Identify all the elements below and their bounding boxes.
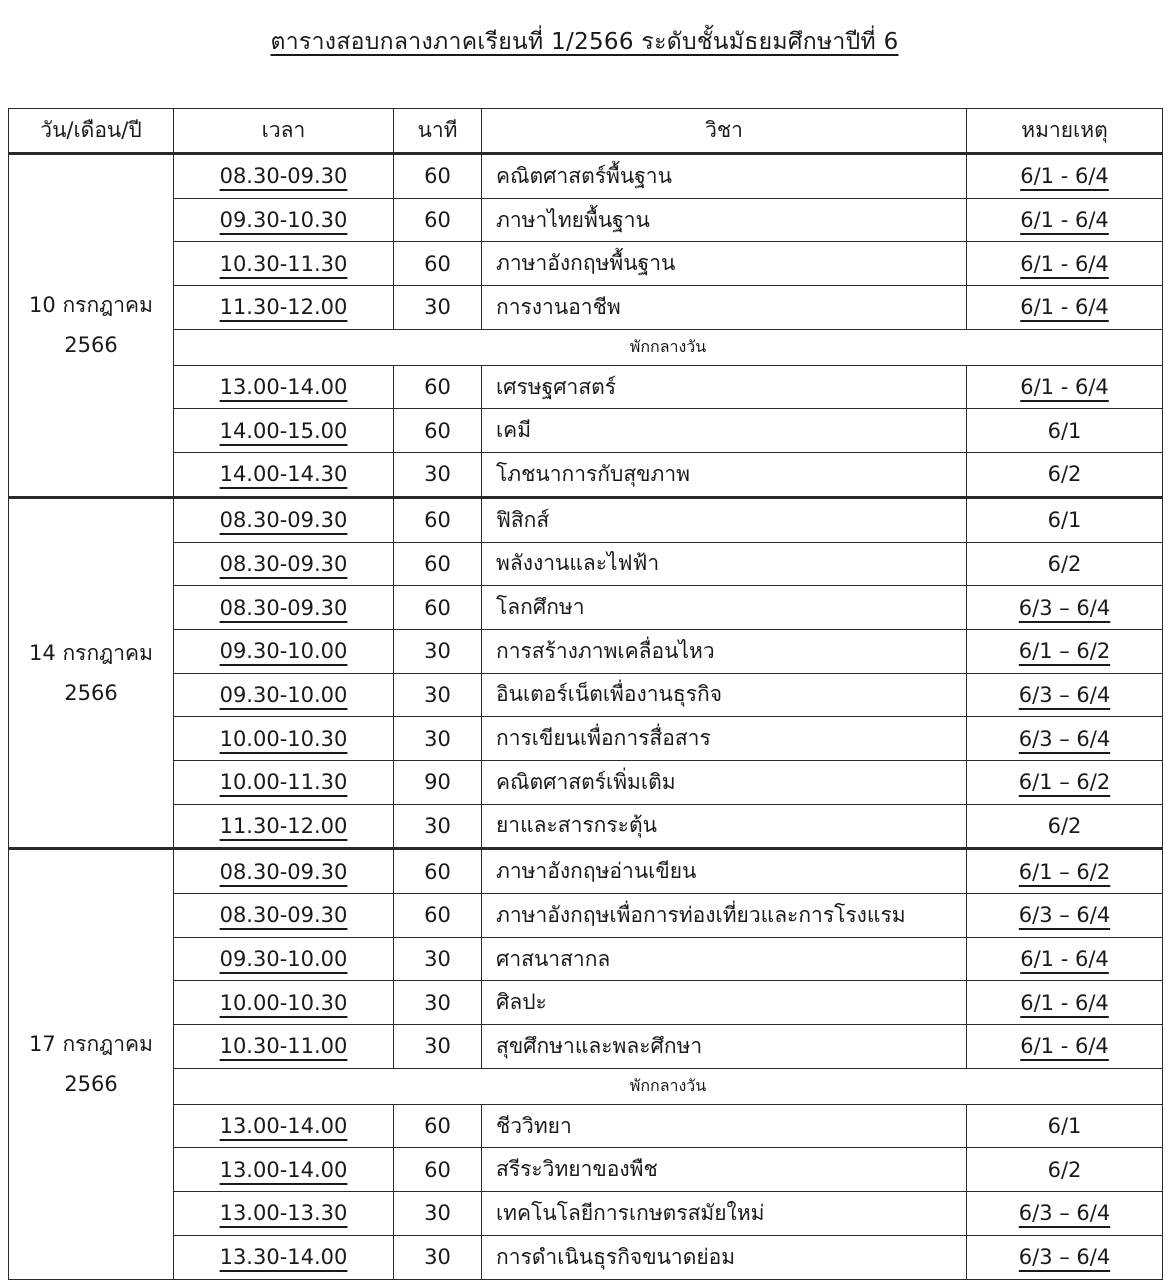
exam-class-note: 6/1 (1047, 508, 1082, 533)
page-title: ตารางสอบกลางภาคเรียนที่ 1/2566 ระดับชั้นมัธยมศึกษาปีที่ 6 (270, 29, 899, 55)
exam-class-note: 6/1 (1047, 418, 1082, 443)
exam-time-cell (174, 1025, 394, 1069)
exam-minutes: 60 (394, 894, 482, 938)
table-row (9, 542, 1163, 586)
exam-time-cell (174, 1235, 394, 1279)
table-row (9, 198, 1163, 242)
exam-time-cell (174, 1192, 394, 1236)
exam-year: 2566 (64, 333, 118, 358)
table-header-row (9, 109, 1163, 154)
exam-time: 08.30-09.30 (219, 508, 348, 533)
exam-time-cell (174, 981, 394, 1025)
exam-subject: ภาษาอังกฤษพื้นฐาน (482, 242, 967, 286)
exam-class-note: 6/3 – 6/4 (1018, 595, 1111, 620)
exam-time: 10.00-10.30 (219, 726, 348, 751)
exam-time: 13.00-14.00 (219, 375, 348, 400)
exam-minutes: 30 (394, 717, 482, 761)
exam-time: 13.00-14.00 (219, 1157, 348, 1182)
exam-subject: ศิลปะ (482, 981, 967, 1025)
exam-minutes: 30 (394, 453, 482, 498)
exam-subject: การดำเนินธุรกิจขนาดย่อม (482, 1235, 967, 1279)
exam-note-cell (967, 1148, 1163, 1192)
exam-time: 11.30-12.00 (219, 813, 348, 838)
exam-time: 13.00-14.00 (219, 1114, 348, 1139)
table-row (9, 286, 1163, 330)
exam-date-cell (9, 154, 174, 498)
exam-subject: การเขียนเพื่อการสื่อสาร (482, 717, 967, 761)
exam-subject: การสร้างภาพเคลื่อนไหว (482, 629, 967, 673)
header-note: หมายเหตุ (967, 109, 1163, 154)
exam-minutes: 30 (394, 804, 482, 849)
exam-subject: ฟิสิกส์ (482, 497, 967, 542)
exam-class-note: 6/1 - 6/4 (1020, 947, 1109, 972)
exam-class-note: 6/1 - 6/4 (1020, 208, 1109, 233)
exam-date-cell (9, 497, 174, 849)
table-row (9, 849, 1163, 894)
exam-time-cell (174, 717, 394, 761)
table-row (9, 1235, 1163, 1279)
table-row (9, 409, 1163, 453)
exam-minutes: 90 (394, 760, 482, 804)
exam-minutes: 60 (394, 198, 482, 242)
exam-time: 08.30-09.30 (219, 903, 348, 928)
exam-time: 13.00-13.30 (219, 1201, 348, 1226)
exam-class-note: 6/3 – 6/4 (1018, 726, 1111, 751)
lunch-break-label: พักกลางวัน (174, 1068, 1163, 1104)
exam-note-cell (967, 242, 1163, 286)
table-row (9, 804, 1163, 849)
exam-note-cell (967, 849, 1163, 894)
exam-class-note: 6/3 – 6/4 (1018, 682, 1111, 707)
exam-note-cell (967, 497, 1163, 542)
exam-time-cell (174, 198, 394, 242)
exam-year: 2566 (64, 681, 118, 706)
header-minutes: นาที (394, 109, 482, 154)
exam-minutes: 30 (394, 286, 482, 330)
exam-minutes: 60 (394, 154, 482, 199)
exam-time-cell (174, 154, 394, 199)
exam-class-note: 6/2 (1047, 813, 1082, 838)
exam-time-cell (174, 453, 394, 498)
exam-time-cell (174, 586, 394, 630)
exam-note-cell (967, 409, 1163, 453)
exam-subject: โลกศึกษา (482, 586, 967, 630)
exam-time: 14.00-15.00 (219, 418, 348, 443)
exam-time-cell (174, 409, 394, 453)
exam-minutes: 30 (394, 937, 482, 981)
exam-minutes: 30 (394, 981, 482, 1025)
exam-note-cell (967, 154, 1163, 199)
exam-time: 08.30-09.30 (219, 595, 348, 620)
exam-subject: สรีระวิทยาของพืช (482, 1148, 967, 1192)
exam-class-note: 6/1 – 6/2 (1018, 859, 1111, 884)
exam-minutes: 60 (394, 1104, 482, 1148)
exam-time: 10.30-11.00 (219, 1034, 348, 1059)
exam-class-note: 6/1 (1047, 1114, 1082, 1139)
exam-class-note: 6/1 – 6/2 (1018, 639, 1111, 664)
exam-subject: คณิตศาสตร์พื้นฐาน (482, 154, 967, 199)
exam-note-cell (967, 760, 1163, 804)
exam-minutes: 30 (394, 629, 482, 673)
table-row (9, 673, 1163, 717)
exam-time-cell (174, 242, 394, 286)
header-date: วัน/เดือน/ปี (9, 109, 174, 154)
exam-class-note: 6/1 - 6/4 (1020, 164, 1109, 189)
exam-date: 17 กรกฎาคม (29, 1032, 153, 1057)
exam-note-cell (967, 673, 1163, 717)
table-row (9, 453, 1163, 498)
exam-note-cell (967, 981, 1163, 1025)
table-row (9, 586, 1163, 630)
exam-time-cell (174, 937, 394, 981)
exam-subject: คณิตศาสตร์เพิ่มเติม (482, 760, 967, 804)
exam-subject: สุขศึกษาและพละศึกษา (482, 1025, 967, 1069)
exam-minutes: 60 (394, 586, 482, 630)
exam-note-cell (967, 894, 1163, 938)
exam-time-cell (174, 894, 394, 938)
exam-minutes: 60 (394, 242, 482, 286)
exam-subject: การงานอาชีพ (482, 286, 967, 330)
exam-class-note: 6/1 - 6/4 (1020, 1034, 1109, 1059)
table-row (9, 717, 1163, 761)
header-time: เวลา (174, 109, 394, 154)
exam-subject: ชีววิทยา (482, 1104, 967, 1148)
exam-time: 09.30-10.00 (219, 947, 348, 972)
table-body (9, 154, 1163, 1280)
exam-time-cell (174, 1104, 394, 1148)
exam-note-cell (967, 1104, 1163, 1148)
exam-minutes: 60 (394, 849, 482, 894)
exam-minutes: 60 (394, 365, 482, 409)
exam-subject: ภาษาอังกฤษอ่านเขียน (482, 849, 967, 894)
exam-time: 09.30-10.30 (219, 208, 348, 233)
exam-time-cell (174, 365, 394, 409)
table-row (9, 1192, 1163, 1236)
exam-note-cell (967, 542, 1163, 586)
exam-time-cell (174, 542, 394, 586)
exam-subject: ยาและสารกระตุ้น (482, 804, 967, 849)
exam-class-note: 6/2 (1047, 551, 1082, 576)
header-subject: วิชา (482, 109, 967, 154)
table-row (9, 760, 1163, 804)
table-row (9, 242, 1163, 286)
lunch-break-label: พักกลางวัน (174, 329, 1163, 365)
exam-time-cell (174, 286, 394, 330)
exam-class-note: 6/1 - 6/4 (1020, 375, 1109, 400)
exam-time: 14.00-14.30 (219, 462, 348, 487)
exam-time: 08.30-09.30 (219, 859, 348, 884)
exam-year: 2566 (64, 1072, 118, 1097)
exam-minutes: 30 (394, 673, 482, 717)
exam-time-cell (174, 673, 394, 717)
exam-class-note: 6/3 – 6/4 (1018, 1245, 1111, 1270)
exam-subject: ภาษาไทยพื้นฐาน (482, 198, 967, 242)
table-row (9, 629, 1163, 673)
exam-date: 14 กรกฎาคม (29, 641, 153, 666)
exam-time-cell (174, 1148, 394, 1192)
exam-note-cell (967, 1025, 1163, 1069)
table-row (9, 497, 1163, 542)
exam-time: 08.30-09.30 (219, 551, 348, 576)
exam-schedule-table (8, 108, 1163, 1280)
exam-time: 09.30-10.00 (219, 639, 348, 664)
exam-minutes: 60 (394, 497, 482, 542)
exam-minutes: 30 (394, 1235, 482, 1279)
exam-time: 10.00-10.30 (219, 990, 348, 1015)
exam-date: 10 กรกฎาคม (29, 293, 153, 318)
exam-time-cell (174, 849, 394, 894)
exam-subject: เคมี (482, 409, 967, 453)
exam-time: 10.00-11.30 (219, 770, 348, 795)
table-row (9, 894, 1163, 938)
table-row (9, 365, 1163, 409)
exam-minutes: 30 (394, 1025, 482, 1069)
table-row (9, 154, 1163, 199)
exam-note-cell (967, 453, 1163, 498)
table-row (9, 1104, 1163, 1148)
exam-class-note: 6/1 - 6/4 (1020, 251, 1109, 276)
exam-minutes: 30 (394, 1192, 482, 1236)
exam-class-note: 6/1 - 6/4 (1020, 295, 1109, 320)
exam-class-note: 6/2 (1047, 462, 1082, 487)
exam-note-cell (967, 286, 1163, 330)
exam-minutes: 60 (394, 542, 482, 586)
table-row (9, 981, 1163, 1025)
exam-time-cell (174, 804, 394, 849)
exam-note-cell (967, 198, 1163, 242)
exam-minutes: 60 (394, 409, 482, 453)
exam-time: 08.30-09.30 (219, 164, 348, 189)
exam-note-cell (967, 717, 1163, 761)
exam-subject: ภาษาอังกฤษเพื่อการท่องเที่ยวและการโรงแรม (482, 894, 967, 938)
exam-note-cell (967, 804, 1163, 849)
exam-subject: พลังงานและไฟฟ้า (482, 542, 967, 586)
exam-class-note: 6/3 – 6/4 (1018, 1201, 1111, 1226)
exam-note-cell (967, 586, 1163, 630)
exam-note-cell (967, 1192, 1163, 1236)
exam-time-cell (174, 760, 394, 804)
exam-class-note: 6/1 - 6/4 (1020, 990, 1109, 1015)
lunch-break-row (9, 1068, 1163, 1104)
exam-note-cell (967, 1235, 1163, 1279)
table-row (9, 937, 1163, 981)
exam-date-cell (9, 849, 174, 1279)
exam-time: 09.30-10.00 (219, 682, 348, 707)
exam-subject: เทคโนโลยีการเกษตรสมัยใหม่ (482, 1192, 967, 1236)
exam-note-cell (967, 937, 1163, 981)
exam-subject: เศรษฐศาสตร์ (482, 365, 967, 409)
lunch-break-row (9, 329, 1163, 365)
exam-note-cell (967, 629, 1163, 673)
exam-subject: โภชนาการกับสุขภาพ (482, 453, 967, 498)
exam-note-cell (967, 365, 1163, 409)
exam-time: 11.30-12.00 (219, 295, 348, 320)
exam-time-cell (174, 497, 394, 542)
exam-minutes: 60 (394, 1148, 482, 1192)
exam-subject: อินเตอร์เน็ตเพื่องานธุรกิจ (482, 673, 967, 717)
exam-time-cell (174, 629, 394, 673)
exam-class-note: 6/1 – 6/2 (1018, 770, 1111, 795)
exam-subject: ศาสนาสากล (482, 937, 967, 981)
table-row (9, 1148, 1163, 1192)
exam-time: 10.30-11.30 (219, 251, 348, 276)
exam-time: 13.30-14.00 (219, 1245, 348, 1270)
exam-class-note: 6/2 (1047, 1157, 1082, 1182)
exam-class-note: 6/3 – 6/4 (1018, 903, 1111, 928)
table-row (9, 1025, 1163, 1069)
